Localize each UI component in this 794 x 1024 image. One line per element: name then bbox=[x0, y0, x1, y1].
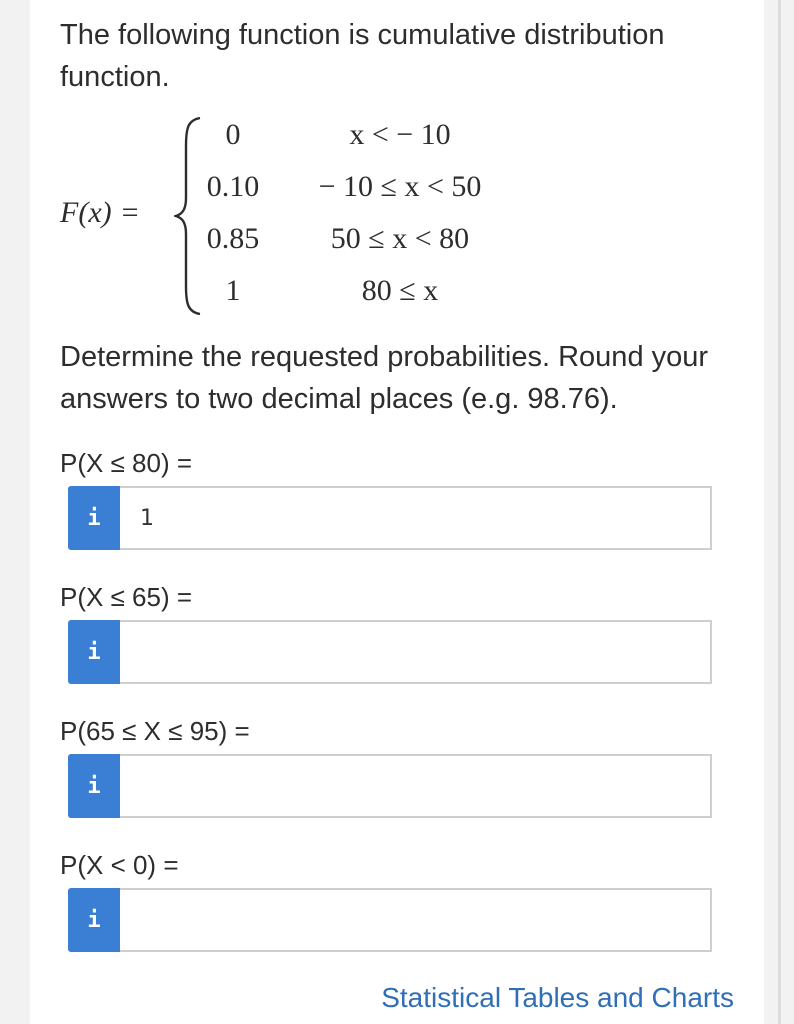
answer-row-1 bbox=[68, 486, 712, 550]
function-name: F(x) bbox=[60, 196, 112, 229]
answer-row-4 bbox=[68, 888, 712, 952]
case-value-1: 0 bbox=[225, 118, 241, 151]
info-icon[interactable]: i bbox=[68, 888, 120, 952]
prob-label-3: P(65 ≤ X ≤ 95) = bbox=[60, 716, 250, 746]
case-condition-2: − 10 ≤ x < 50 bbox=[318, 170, 482, 203]
answer-input-1[interactable] bbox=[120, 486, 712, 550]
info-icon[interactable]: i bbox=[68, 486, 120, 550]
case-condition-3: 50 ≤ x < 80 bbox=[330, 222, 470, 255]
prob-label-1: P(X ≤ 80) = bbox=[60, 448, 193, 478]
prob-label-2: P(X ≤ 65) = bbox=[60, 582, 193, 612]
case-value-4: 1 bbox=[225, 274, 241, 307]
case-condition-4: 80 ≤ x bbox=[361, 274, 439, 307]
equals-sign: = bbox=[121, 196, 139, 229]
answer-row-3 bbox=[68, 754, 712, 818]
question-text: Determine the requested probabilities. Round your answers to two decimal places (e.g. 98.76). bbox=[60, 341, 709, 415]
function-label bbox=[60, 196, 139, 230]
intro-text: The following function is cumulative distribution function. bbox=[60, 19, 665, 93]
answer-row-2 bbox=[68, 620, 712, 684]
answer-input-4[interactable] bbox=[120, 888, 712, 952]
case-value-3: 0.85 bbox=[206, 222, 260, 255]
scrollbar-track[interactable] bbox=[778, 0, 781, 1024]
info-icon[interactable]: i bbox=[68, 620, 120, 684]
answer-input-3[interactable] bbox=[120, 754, 712, 818]
statistical-tables-link[interactable]: Statistical Tables and Charts bbox=[381, 982, 734, 1013]
answer-input-2[interactable] bbox=[120, 620, 712, 684]
info-icon[interactable]: i bbox=[68, 754, 120, 818]
prob-label-4: P(X < 0) = bbox=[60, 850, 179, 880]
case-condition-1: x < − 10 bbox=[349, 118, 451, 151]
case-value-2: 0.10 bbox=[206, 170, 260, 203]
